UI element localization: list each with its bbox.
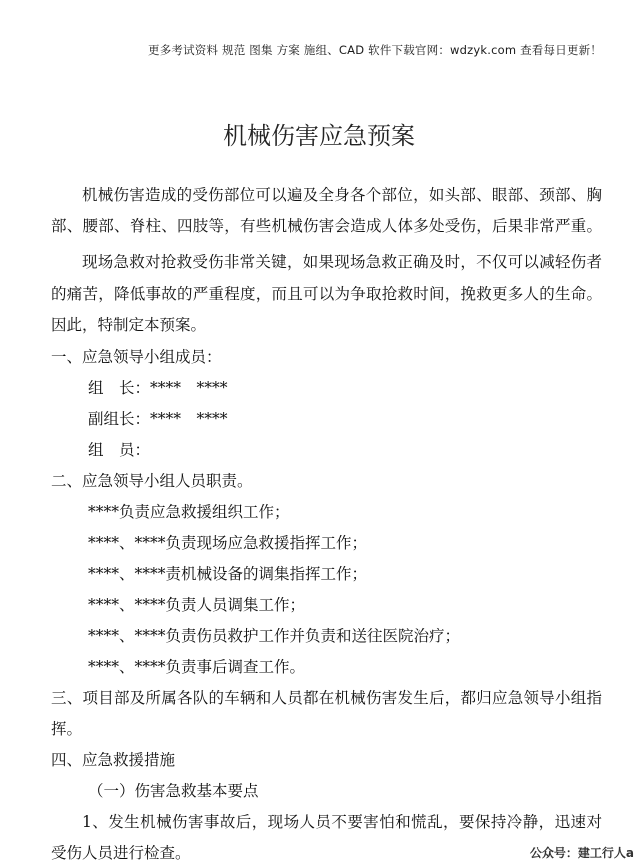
intro-paragraph-2-line-1: 现场急救对抢救受伤非常关键，如果现场急救正确及时，不仅可以减轻伤者: [82, 253, 602, 271]
intro-paragraph-2-line-2: 的痛苦，降低事故的严重程度，而且可以为争取抢救时间，挽救更多人的生命。: [51, 285, 602, 303]
point-1-line-1: 1、发生机械伤害事故后，现场人员不要害怕和慌乱，要保持冷静，迅速对: [82, 813, 602, 831]
section-3-line-2: 挥。: [51, 720, 83, 738]
deputy-leader-line: 副组长：**** ****: [88, 410, 228, 428]
point-1-line-2: 受伤人员进行检查。: [51, 844, 191, 862]
members-line: 组 员：: [88, 441, 151, 459]
duty-item: ****、****负责现场应急救援指挥工作；: [88, 534, 368, 552]
intro-paragraph-1-line-1: 机械伤害造成的受伤部位可以遍及全身各个部位，如头部、眼部、颈部、胸: [82, 186, 602, 204]
section-4-heading: 四、应急救援措施: [51, 751, 176, 769]
duty-item: ****、****负责伤员救护工作并负责和送往医院治疗；: [88, 627, 461, 645]
footer-account-watermark: 公众号：建工行人a: [529, 846, 634, 860]
duty-item: ****、****责机械设备的调集指挥工作；: [88, 565, 368, 583]
section-1-heading: 一、应急领导小组成员：: [51, 348, 222, 366]
duty-item: ****负责应急救援组织工作；: [88, 503, 290, 521]
leader-line: 组 长：**** ****: [88, 379, 228, 397]
intro-paragraph-1-line-2: 部、腰部、脊柱、四肢等，有些机械伤害会造成人体多处受伤，后果非常严重。: [51, 217, 602, 235]
duty-item: ****、****负责事后调查工作。: [88, 658, 306, 676]
section-4-subheading: （一）伤害急救基本要点: [88, 782, 259, 800]
document-title: 机械伤害应急预案: [223, 122, 415, 150]
duty-item: ****、****负责人员调集工作；: [88, 596, 306, 614]
section-3-line-1: 三、项目部及所属各队的车辆和人员都在机械伤害发生后，都归应急领导小组指: [51, 689, 602, 707]
section-2-heading: 二、应急领导小组人员职责。: [51, 472, 253, 490]
intro-paragraph-2-line-3: 因此，特制定本预案。: [51, 316, 207, 334]
page-header-note: 更多考试资料 规范 图集 方案 施组、CAD 软件下载官网：wdzyk.com 查看每日更新！: [148, 43, 603, 57]
